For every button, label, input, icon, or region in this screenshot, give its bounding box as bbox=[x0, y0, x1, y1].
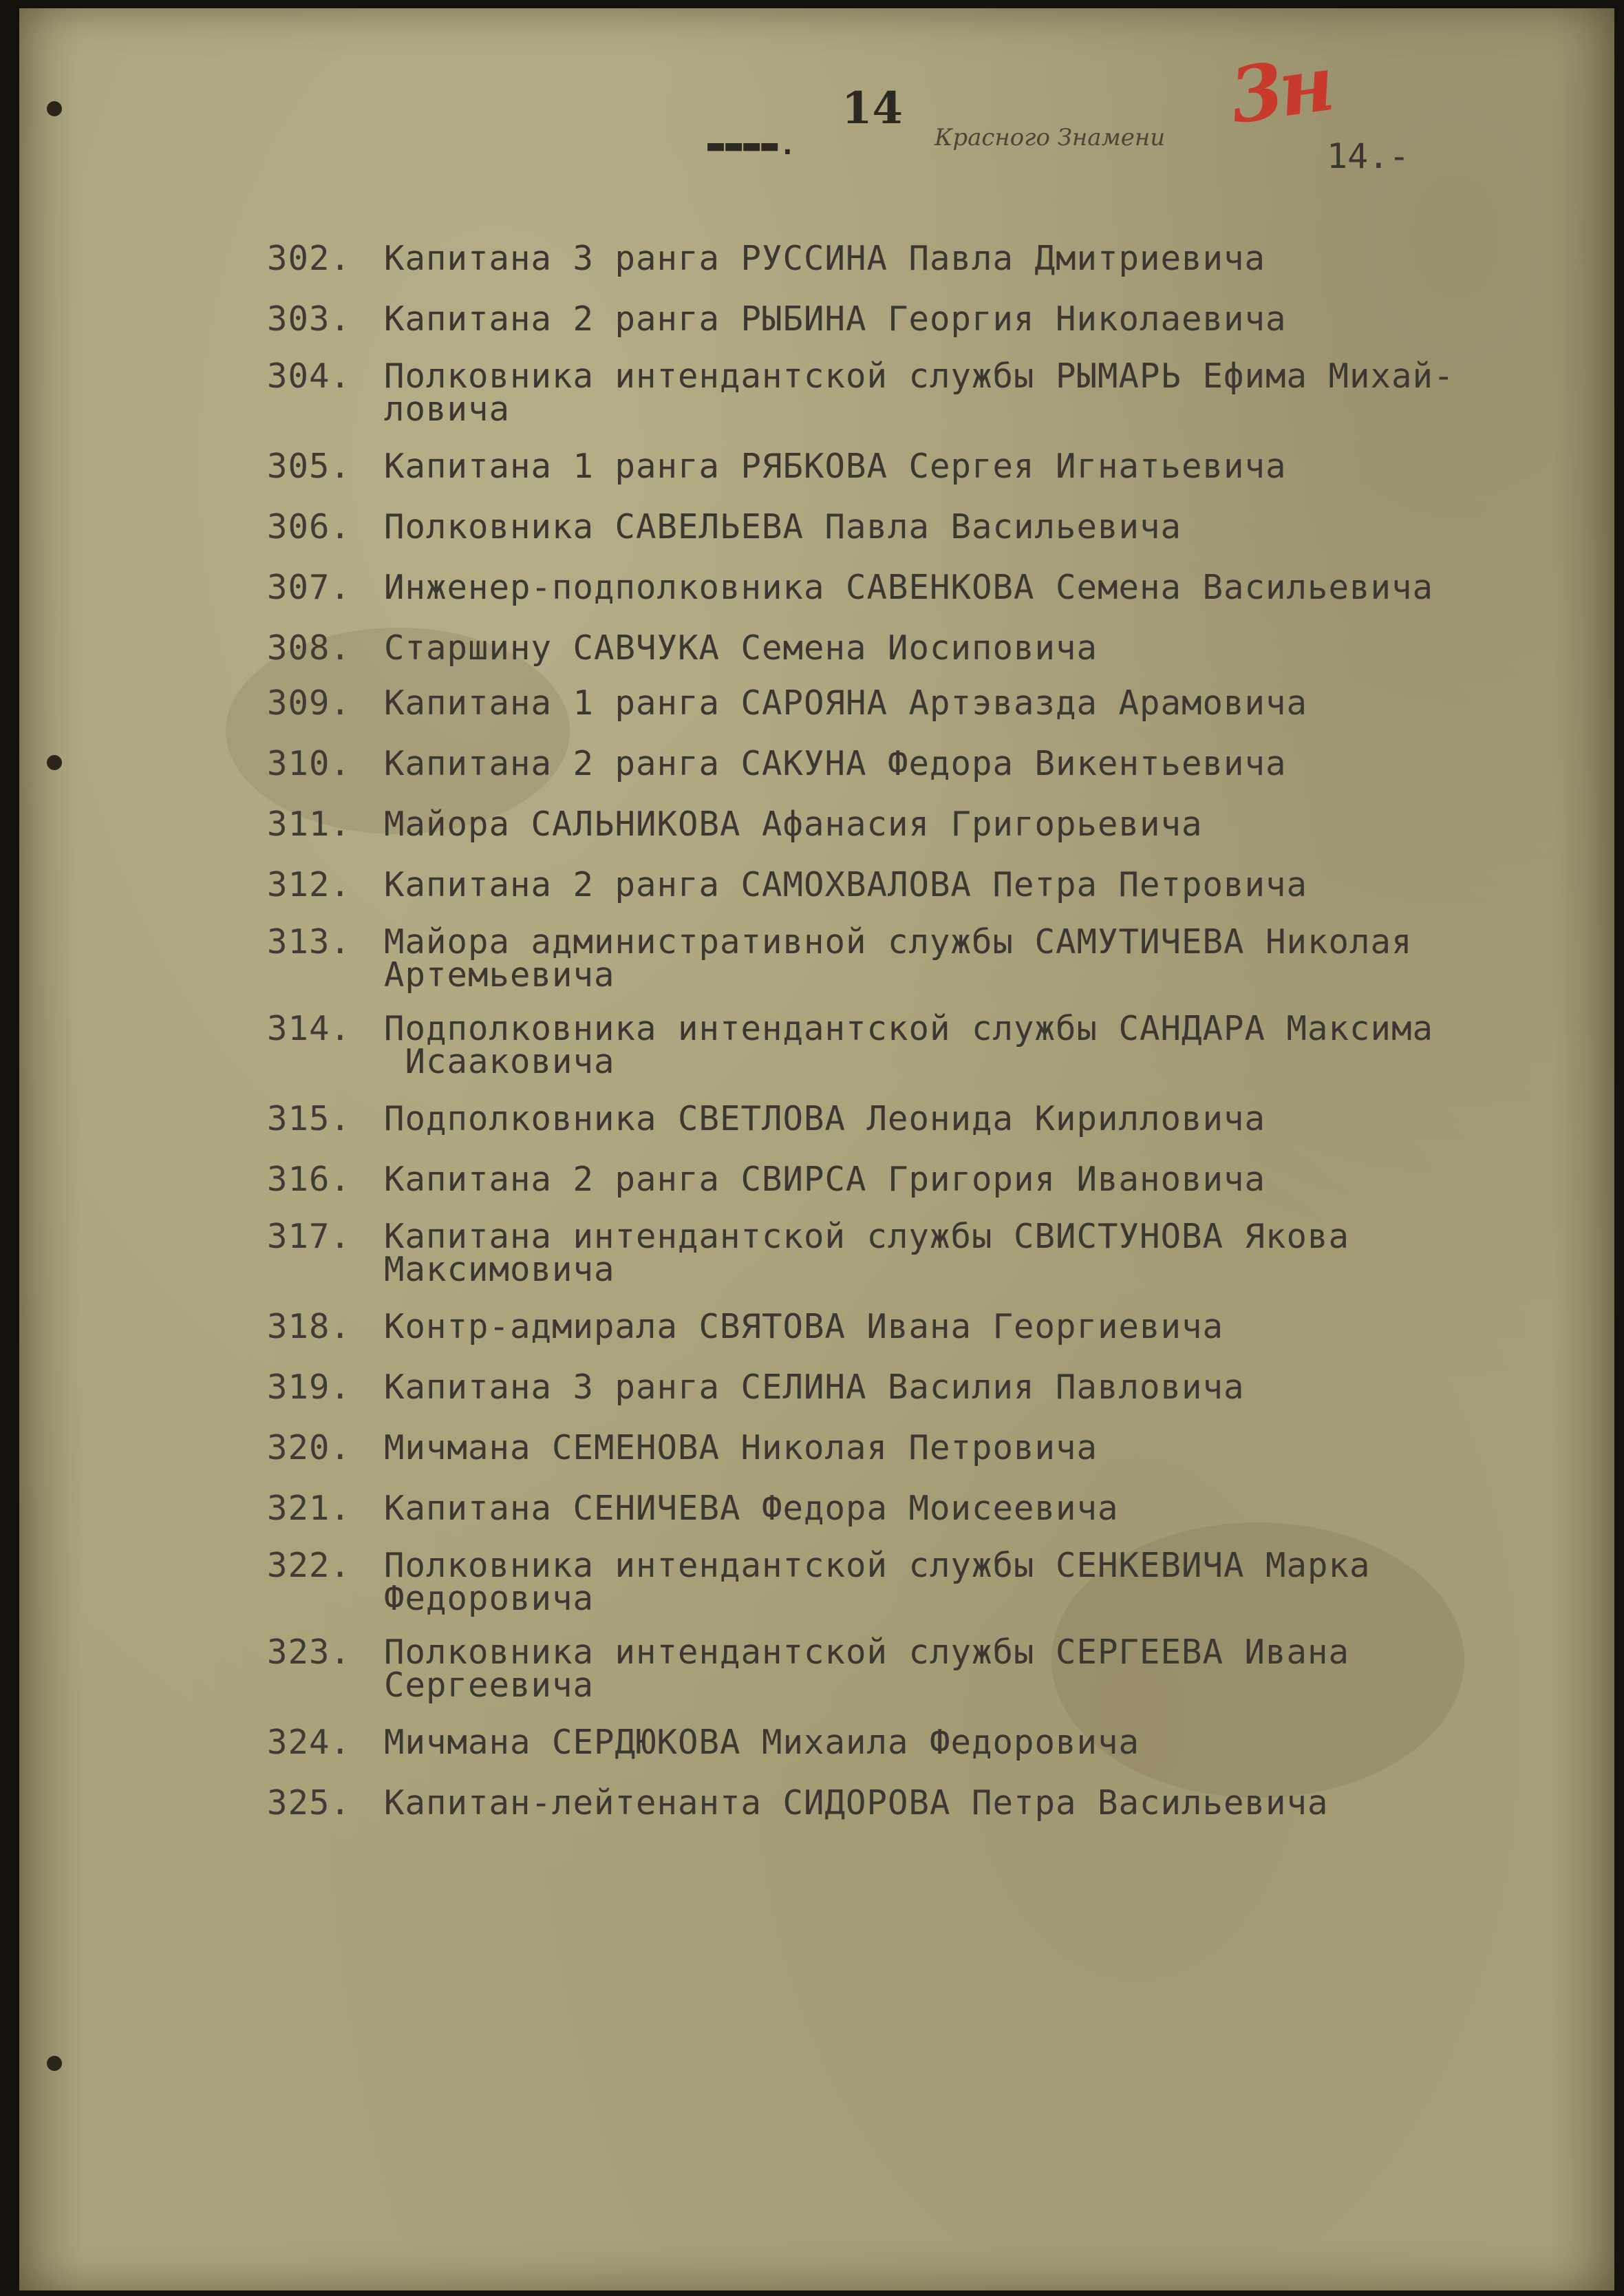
entry-number: 309. bbox=[267, 683, 352, 723]
entry-number: 308. bbox=[267, 628, 352, 668]
entry-text: Подполковника интендантской службы САНДАРА Максима Исааковича bbox=[384, 1009, 1434, 1081]
entry-number: 321. bbox=[267, 1489, 352, 1528]
binding-hole bbox=[47, 101, 62, 116]
entry-text: Контр-адмирала СВЯТОВА Ивана Георгиевича bbox=[384, 1307, 1224, 1346]
entry-text: Инженер-подполковника САВЕНКОВА Семена Васильевича bbox=[384, 568, 1434, 607]
list-item bbox=[267, 922, 1574, 995]
list-item bbox=[267, 299, 1574, 339]
entry-text: Полковника интендантской службы СЕНКЕВИЧА Марка Федоровича bbox=[384, 1546, 1371, 1618]
list-item bbox=[267, 1099, 1574, 1139]
list-item bbox=[267, 1307, 1574, 1347]
list-item bbox=[267, 507, 1574, 547]
entry-text: Капитана 1 ранга САРОЯНА Артэвазда Арамовича bbox=[384, 683, 1308, 723]
binding-hole bbox=[47, 755, 62, 770]
entry-number: 324. bbox=[267, 1723, 352, 1762]
entry-text: Капитана 2 ранга САМОХВАЛОВА Петра Петровича bbox=[384, 865, 1308, 904]
entry-text: Полковника интендантской службы СЕРГЕЕВА Ивана Сергеевича bbox=[384, 1633, 1350, 1705]
list-item bbox=[267, 1633, 1574, 1705]
list-item bbox=[267, 568, 1574, 608]
entry-number: 323. bbox=[267, 1633, 352, 1672]
entry-text: Полковника САВЕЛЬЕВА Павла Васильевича bbox=[384, 507, 1182, 546]
entry-text: Капитана 3 ранга РУССИНА Павла Дмитриевича bbox=[384, 239, 1266, 278]
entry-number: 316. bbox=[267, 1160, 352, 1199]
list-item bbox=[267, 1428, 1574, 1468]
entry-number: 313. bbox=[267, 922, 352, 961]
list-item bbox=[267, 865, 1574, 905]
entry-text: Подполковника СВЕТЛОВА Леонида Кирилловича bbox=[384, 1099, 1266, 1138]
list-item bbox=[267, 1368, 1574, 1407]
list-item bbox=[267, 1160, 1574, 1200]
entry-text: Капитана 3 ранга СЕЛИНА Василия Павловича bbox=[384, 1368, 1245, 1407]
entry-text: Капитана 1 ранга РЯБКОВА Сергея Игнатьевича bbox=[384, 447, 1287, 486]
header-dashes: ▬▬▬▬. bbox=[707, 129, 798, 161]
list-item bbox=[267, 357, 1574, 429]
entry-text: Старшину САВЧУКА Семена Иосиповича bbox=[384, 628, 1098, 668]
header-caption: Красного Знамени bbox=[934, 124, 1166, 151]
entry-text: Мичмана СЕРДЮКОВА Михаила Федоровича bbox=[384, 1723, 1140, 1762]
entry-text: Майора САЛЬНИКОВА Афанасия Григорьевича bbox=[384, 805, 1203, 844]
entry-number: 314. bbox=[267, 1009, 352, 1048]
document-page bbox=[19, 8, 1614, 2290]
entry-number: 307. bbox=[267, 568, 352, 607]
list-item bbox=[267, 1217, 1574, 1289]
list-item bbox=[267, 1723, 1574, 1763]
entry-number: 303. bbox=[267, 299, 352, 339]
list-item bbox=[267, 628, 1574, 668]
page-number-stamp: 14 bbox=[842, 83, 904, 134]
entry-text: Капитана 2 ранга САКУНА Федора Викентьевича bbox=[384, 744, 1287, 783]
entry-number: 322. bbox=[267, 1546, 352, 1585]
list-item bbox=[267, 805, 1574, 844]
entry-number: 302. bbox=[267, 239, 352, 278]
list-item bbox=[267, 1009, 1574, 1081]
entry-number: 312. bbox=[267, 865, 352, 904]
list-item bbox=[267, 239, 1574, 279]
entry-number: 320. bbox=[267, 1428, 352, 1467]
binding-hole bbox=[47, 2056, 62, 2071]
list-item bbox=[267, 1546, 1574, 1618]
entry-number: 315. bbox=[267, 1099, 352, 1138]
entry-number: 317. bbox=[267, 1217, 352, 1256]
entry-text: Капитана СЕНИЧЕВА Федора Моисеевича bbox=[384, 1489, 1119, 1528]
award-list bbox=[267, 239, 1574, 1844]
entry-number: 318. bbox=[267, 1307, 352, 1346]
entry-number: 319. bbox=[267, 1368, 352, 1407]
entry-text: Капитана 2 ранга РЫБИНА Георгия Николаевича bbox=[384, 299, 1287, 339]
entry-number: 305. bbox=[267, 447, 352, 486]
entry-number: 310. bbox=[267, 744, 352, 783]
entry-number: 304. bbox=[267, 357, 352, 396]
list-item bbox=[267, 1783, 1574, 1823]
entry-text: Майора административной службы САМУТИЧЕВА Николая Артемьевича bbox=[384, 922, 1413, 995]
entry-text: Капитан-лейтенанта СИДОРОВА Петра Васильевича bbox=[384, 1783, 1329, 1822]
list-item bbox=[267, 744, 1574, 784]
entry-text: Мичмана СЕМЕНОВА Николая Петровича bbox=[384, 1428, 1098, 1467]
entry-number: 325. bbox=[267, 1783, 352, 1822]
entry-number: 311. bbox=[267, 805, 352, 844]
archive-number-handwritten: 3н bbox=[1224, 39, 1336, 141]
list-item bbox=[267, 683, 1574, 723]
entry-text: Капитана интендантской службы СВИСТУНОВА Якова Максимовича bbox=[384, 1217, 1350, 1289]
entry-text: Полковника интендантской службы РЫМАРЬ Ефима Михай- ловича bbox=[384, 357, 1455, 429]
typed-page-number: 14.- bbox=[1327, 136, 1410, 176]
list-item bbox=[267, 447, 1574, 487]
entry-number: 306. bbox=[267, 507, 352, 546]
list-item bbox=[267, 1489, 1574, 1529]
entry-text: Капитана 2 ранга СВИРСА Григория Ивановича bbox=[384, 1160, 1266, 1199]
